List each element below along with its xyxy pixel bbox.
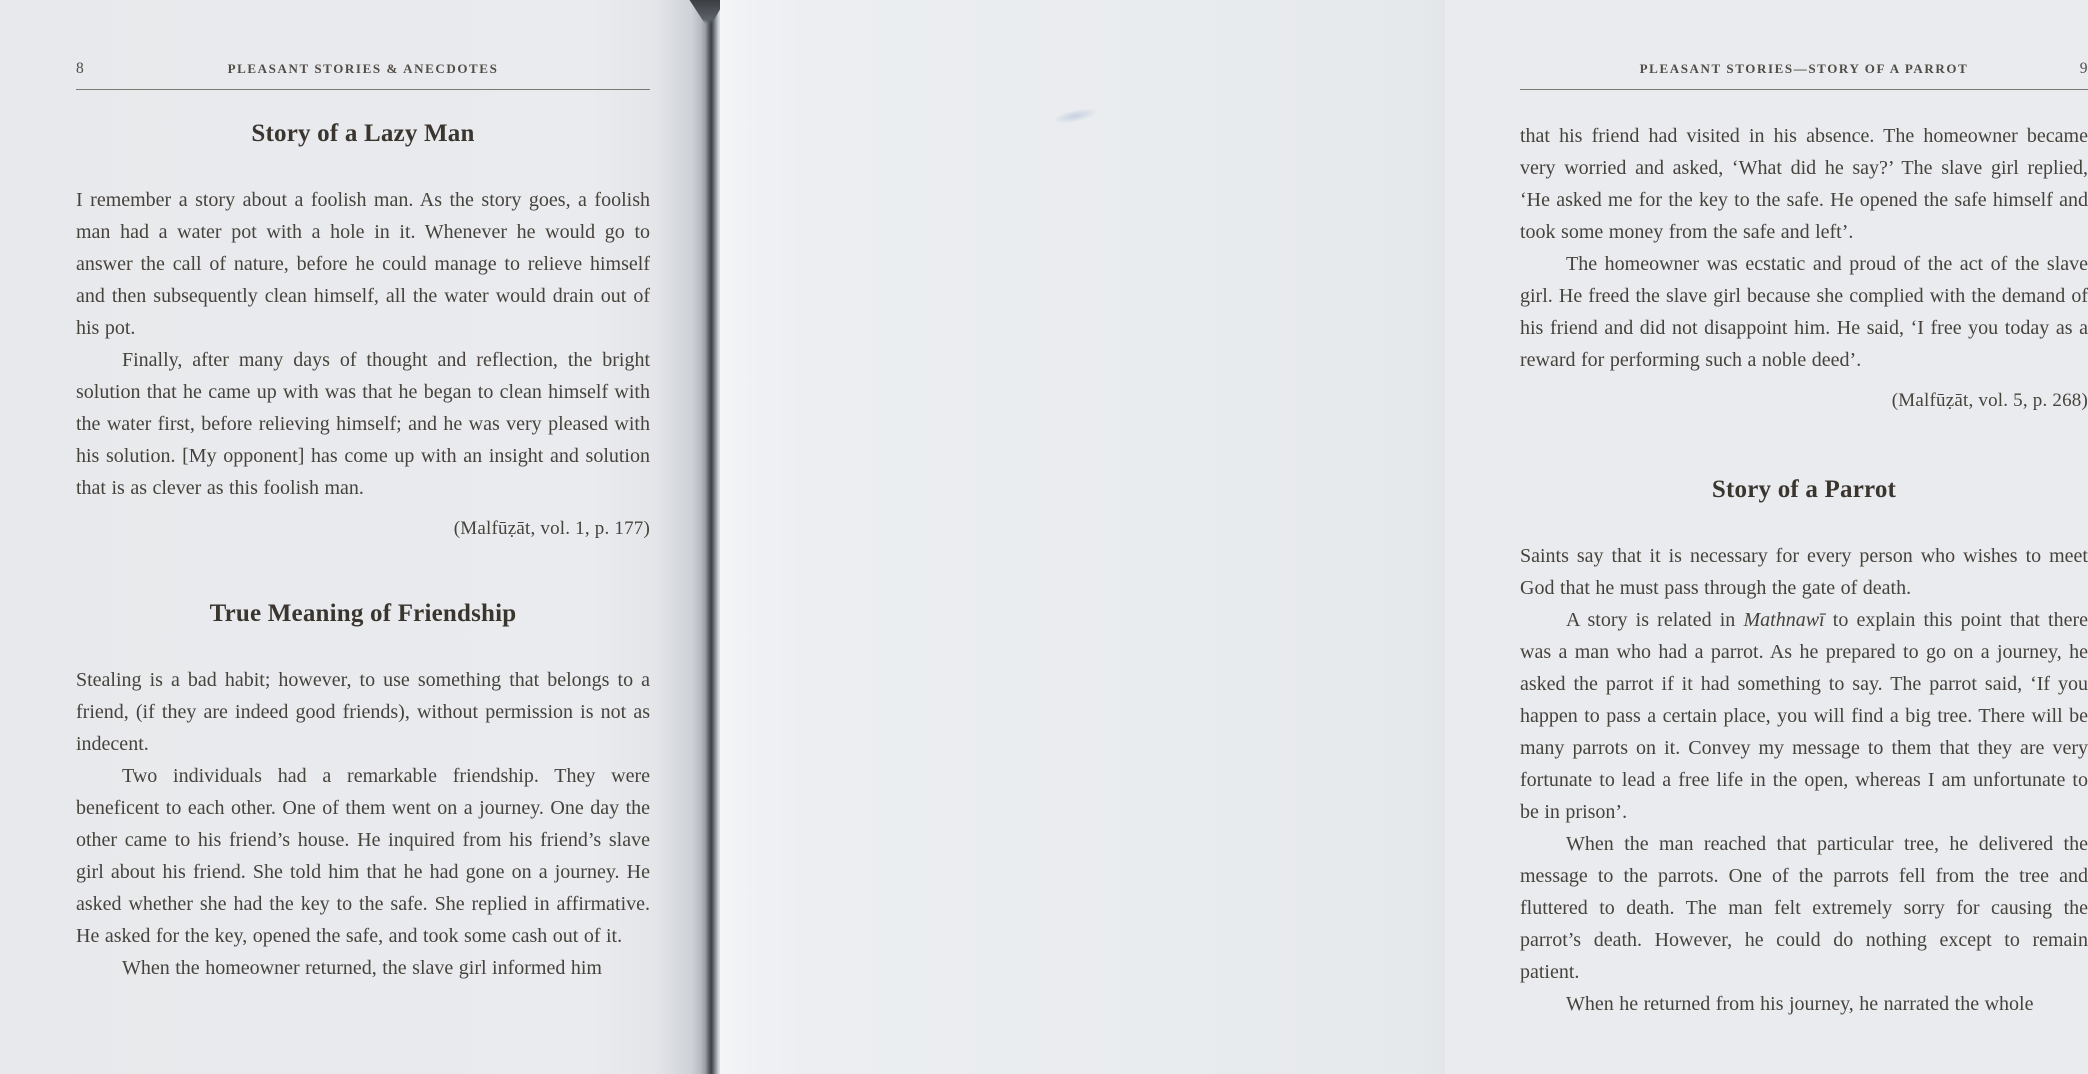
paragraph: The homeowner was ecstatic and proud of the act of the slave girl. He freed the slave girl because she complied with the demand of his friend and did not disappoint him. He said, ‘I free you today as a reward for performing such a noble deed’. [1520, 253, 2088, 371]
story-citation: (Malfūẓāt, vol. 1, p. 177) [453, 518, 650, 539]
running-header-left [76, 60, 650, 90]
paragraph: Saints say that it is necessary for every person who wishes to meet God that he must pass through the gate of death. [1520, 545, 2088, 599]
paragraph: When the homeowner returned, the slave girl informed him [122, 957, 602, 979]
page-left [0, 0, 706, 1074]
paragraph: I remember a story about a foolish man. As the story goes, a foolish man had a water pot with a hole in it. Whenever he would go to answer the call of nature, before he could manage to relieve himself and then subsequently clean himself, all the water would drain out of his pot. [76, 189, 650, 339]
section-heading-friendship: True Meaning of Friendship [209, 600, 517, 627]
paragraph-text: to explain this point that there was a man who had a parrot. As he prepared to go on a journey, he asked the parrot if it had something to say. The parrot said, ‘If you happen to pass a certain place, you will find a big tree. There will be many parrots on it. Convey my message to them that they are very fortunate to lead a free life in the open, whereas I am unfortunate to be in prison’. [1520, 609, 2088, 823]
left-text-column [76, 60, 650, 984]
paragraph: When he returned from his journey, he narrated the whole [1566, 993, 2034, 1015]
paragraph: Stealing is a bad habit; however, to use something that belongs to a friend, (if they are indeed good friends), without permission is not as indecent. [76, 669, 650, 755]
page-body-right [1520, 120, 2088, 1020]
paragraph: Two individuals had a remarkable friendship. They were beneficent to each other. One of them went on a journey. One day the other came to his friend’s house. He inquired from his friend’s slave girl about his friend. She told him that he had gone on a journey. He asked whether she had the key to the safe. She replied in affirmative. He asked for the key, opened the safe, and took some cash out of it. [76, 765, 650, 947]
right-text-column [1520, 60, 2088, 1020]
book-spine-gutter [701, 0, 721, 1074]
paragraph [1520, 604, 2088, 828]
paragraph: When the man reached that particular tree, he delivered the message to the parrots. One of the parrots fell from the tree and fluttered to death. The man felt extremely sorry for causing the parrot’s death. However, he could do nothing except to remain patient. [1520, 833, 2088, 983]
section-heading-lazy-man: Story of a Lazy Man [251, 120, 475, 147]
page-right [720, 0, 2088, 1074]
paragraph: that his friend had visited in his absence. The homeowner became very worried and asked, ‘What did he say?’ The slave girl replied, ‘He asked me for the key to the safe. He opened the safe himself and took some money from the safe and left’. [1520, 125, 2088, 243]
running-header-title-left: PLEASANT STORIES & ANECDOTES [227, 61, 499, 76]
story-citation: (Malfūẓāt, vol. 5, p. 268) [1891, 390, 2088, 411]
book-title-italic: Mathnawī [1743, 609, 1825, 631]
running-header-title-right: PLEASANT STORIES—STORY OF A PARROT [1639, 61, 1969, 76]
page-number-right: 9 [2079, 60, 2088, 77]
running-header-right [1520, 60, 2088, 90]
page-number-left: 8 [76, 60, 85, 77]
page-body-left [76, 120, 650, 984]
paragraph: Finally, after many days of thought and reflection, the bright solution that he came up with was that he began to clean himself with the water first, before relieving himself; and he was very pleased with his solution. [My opponent] has come up with an insight and solution that is as clever as this foolish man. [76, 349, 650, 499]
section-heading-parrot: Story of a Parrot [1711, 476, 1897, 503]
paragraph-text: A story is related in [1566, 609, 1744, 631]
